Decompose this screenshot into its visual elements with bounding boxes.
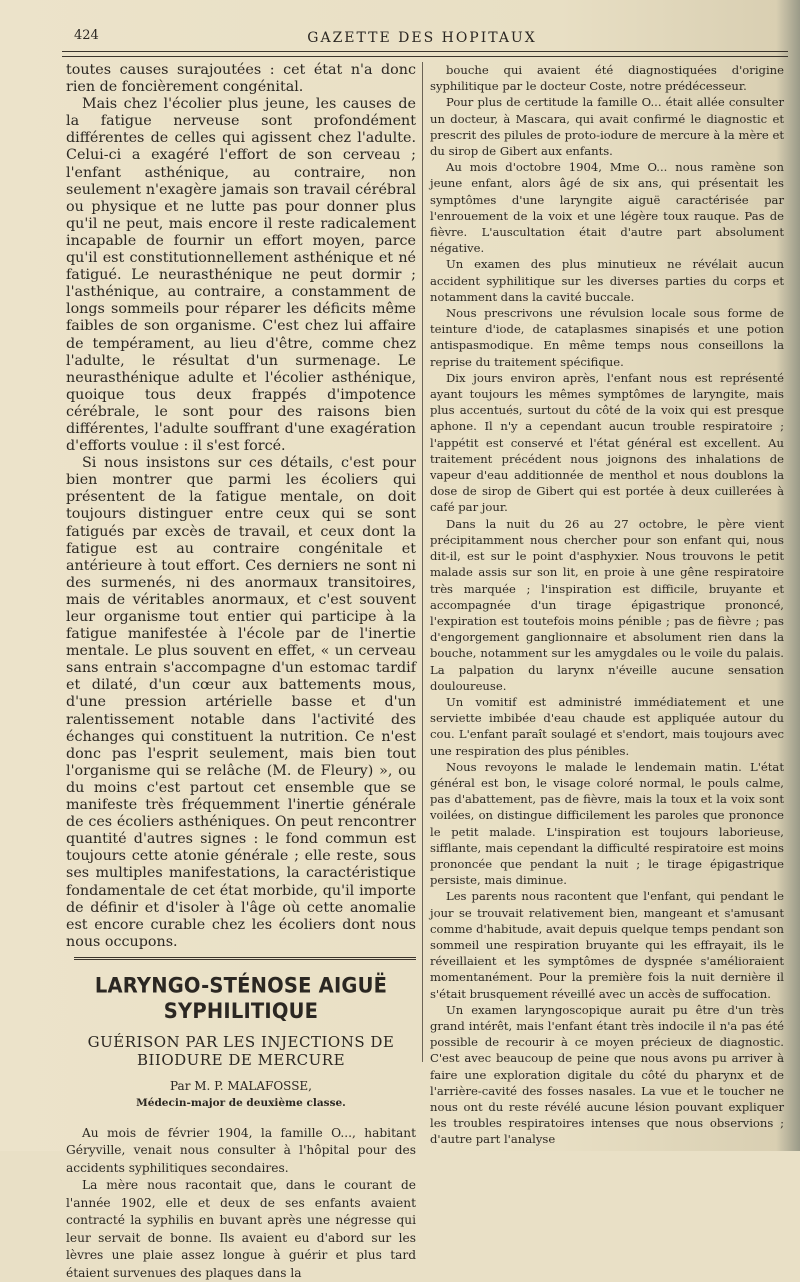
paragraph: Au mois de février 1904, la famille O..., habitant Géryville, venait nous consulter à l'hôpital pour des accidents syphilitiques secondaires. [66, 1125, 416, 1175]
paragraph: Dans la nuit du 26 au 27 octobre, le père vient précipitamment nous chercher pour son enfant qui, nous dit-il, est sur le point d'asphyxier. Nous trouvons le petit malade assis sur son lit, en proie à une gêne respiratoire très marquée ; l'inspiration est difficile, bruyante et accompagnée d'un tirage épigastrique prononcé, l'expiration est toutefois moins pénible ; pas de fièvre ; pas d'engorgement ganglionnaire et absolument rien dans la bouche, notamment sur les amygdales ou le voile du palais. La palpation du larynx n'éveille aucune sensation douloureuse. [430, 516, 784, 693]
paragraph: bouche qui avaient été diagnostiquées d'origine syphilitique par le docteur Coste, notre prédécesseur. [430, 63, 784, 94]
page-number: 424 [74, 28, 99, 43]
right-column [430, 62, 784, 1147]
article-subtitle: GUÉRISON PAR LES INJECTIONS DE BIIODURE DE MERCURE [87, 1032, 395, 1069]
paragraph: Au mois d'octobre 1904, Mme O... nous ramène son jeune enfant, alors âgé de six ans, qui présentait les symptômes d'une laryngite aiguë caractérisée par l'enrouement de la voix et une légère toux rauque. Pas de fièvre. L'auscultation était d'autre part absolument négative. [430, 160, 784, 256]
paragraph: Mais chez l'écolier plus jeune, les causes de la fatigue nerveuse sont profondément différentes de celles qui agissent chez l'adulte. Celui-ci a exagéré l'effort de son cerveau ; l'enfant asthénique, au contraire, non seulement n'exagère jamais son travail cérébral ou physique et ne lutte pas pour donner plus qu'il ne peut, mais encore il reste radicalement incapable de fournir un effort moyen, parce qu'il est constitutionnellement asthénique et né fatigué. Le neurasthénique ne peut dormir ; l'asthénique, au contraire, a constamment de longs sommeils pour réparer les déficits même faibles de son organisme. C'est chez lui affaire de tempérament, au lieu d'être, comme chez l'adulte, le résultat d'un surmenage. Le neurasthénique adulte et l'écolier asthénique, quoique tous deux frappés d'impotence cérébrale, le sont pour des raisons bien différentes, l'adulte souffrant d'une exagération d'efforts voulue : il s'est forcé. [66, 96, 416, 455]
paragraph: Nous revoyons le malade le lendemain matin. L'état général est bon, le visage coloré normal, le pouls calme, pas d'abattement, pas de fièvre, mais la toux et la voix sont voilées, on distingue difficilement les paroles que prononce le petit malade. L'inspiration est toujours laborieuse, sifflante, mais cependant la difficulté respiratoire est moins prononcée que pendant la nuit ; le tirage épigastrique persiste, mais diminue. [430, 759, 784, 888]
paragraph: Un examen laryngoscopique aurait pu être d'un très grand intérêt, mais l'enfant étant très indocile il n'a pas été possible de recourir à ce moyen précieux de diagnostic. C'est avec beaucoup de peine que nous avons pu arriver à faire une exploration digitale du côté du pharynx et de l'arrière-cavité des fosses nasales. La vue et le toucher ne nous ont du reste révélé aucune lésion pouvant expliquer les troubles respiratoires intenses que nous observions ; d'autre part l'analyse [430, 1002, 784, 1147]
article-title: LARYNGO-STÉNOSE AIGUË SYPHILITIQUE [94, 972, 388, 1024]
page-header [62, 26, 782, 50]
paragraph: Un examen des plus minutieux ne révélait aucun accident syphilitique sur les diverses parties du corps et notamment dans la cavité buccale. [430, 257, 784, 304]
article-intro [66, 1125, 416, 1282]
article-author: Par M. P. MALAFOSSE, [170, 1078, 312, 1093]
author-affiliation: Médecin-major de deuxième classe. [136, 1096, 346, 1109]
left-column [66, 62, 416, 1280]
paragraph: Pour plus de certitude la famille O... était allée consulter un docteur, à Mascara, qui avait confirmé le diagnostic et prescrit des pilules de proto-iodure de mercure à la mère et du sirop de Gibert aux enfants. [430, 95, 784, 159]
header-rule-double [62, 56, 788, 57]
paragraph: Nous prescrivons une révulsion locale sous forme de teinture d'iode, de cataplasmes sinapisés et une potion antispasmodique. En même temps nous conseillons la reprise du traitement spécifique. [430, 306, 784, 369]
column-divider [422, 62, 423, 1062]
paragraph: Si nous insistons sur ces détails, c'est pour bien montrer que parmi les écoliers qui présentent de la fatigue mentale, on doit toujours distinguer entre ceux qui se sont fatigués par excès de travail, et ceux dont la fatigue est au contraire congénitale et antérieure à tout effort. Ces derniers ne sont ni des surmenés, ni des anormaux transitoires, mais de véritables anormaux, et c'est souvent leur organisme tout entier qui participe à la fatigue manifestée à l'école par de l'inertie mentale. Le plus souvent en effet, « un cerveau sans entrain s'accompagne d'un estomac tardif et dilaté, d'un cœur aux battements mous, d'une pression artérielle basse et d'un ralentissement notable dans l'activité des échanges qui constituent la nutrition. Ce n'est donc pas l'esprit seulement, mais bien tout l'organisme qui se relâche (M. de Fleury) », ou du moins c'est partout cet ensemble que se manifeste très fréquemment l'inertie générale de ces écoliers asthéniques. On peut rencontrer quantité d'autres signes : le fond commun est toujours cette atonie générale ; elle reste, sous ses multiples manifestations, la caractéristique fondamentale de cet état morbide, qu'il importe de définir et d'isoler à l'âge où cette anomalie est encore curable chez les écoliers dont nous nous occupons. [66, 455, 416, 950]
paragraph: Un vomitif est administré immédiatement et une serviette imbibée d'eau chaude est appliquée autour du cou. L'enfant paraît soulagé et s'endort, mais toujours avec une respiration des plus pénibles. [430, 694, 784, 758]
paragraph: Dix jours environ après, l'enfant nous est représenté ayant toujours les mêmes symptômes de laryngite, mais plus accentués, surtout du côté de la voix qui est presque aphone. Il n'y a cependant aucun trouble respiratoire ; l'appétit est conservé et l'état général est excellent. Au traitement précédent nous joignons des inhalations de vapeur d'eau additionnée de menthol et nous doublons la dose de sirop de Gibert qui est portée à deux cuillerées à café par jour. [430, 370, 784, 515]
article-separator [74, 957, 416, 961]
header-rule [62, 51, 788, 52]
paragraph: toutes causes surajoutées : cet état n'a donc rien de foncièrement congénital. [66, 62, 416, 96]
running-title: GAZETTE DES HOPITAUX [307, 30, 537, 46]
article-body [430, 62, 784, 1148]
paragraph: Les parents nous racontent que l'enfant, qui pendant le jour se trouvait relativement bien, mangeant et s'amusant comme d'habitude, avait depuis quelque temps pendant son sommeil une respiration bruyante qui les effrayait, ils le réveillaient et les symptômes de dyspnée s'amélioraient momentanément. Pour la première fois la nuit dernière il s'était brusquement réveillé avec un accès de suffocation. [430, 889, 784, 1001]
previous-article-text [66, 62, 416, 951]
paragraph: La mère nous racontait que, dans le courant de l'année 1902, elle et deux de ses enfants avaient contracté la syphilis en buvant après une négresse qui leur servait de bonne. Ils avaient eu d'abord sur les lèvres une plaie assez longue à guérir et plus tard étaient survenues des plaques dans la [66, 1178, 416, 1280]
